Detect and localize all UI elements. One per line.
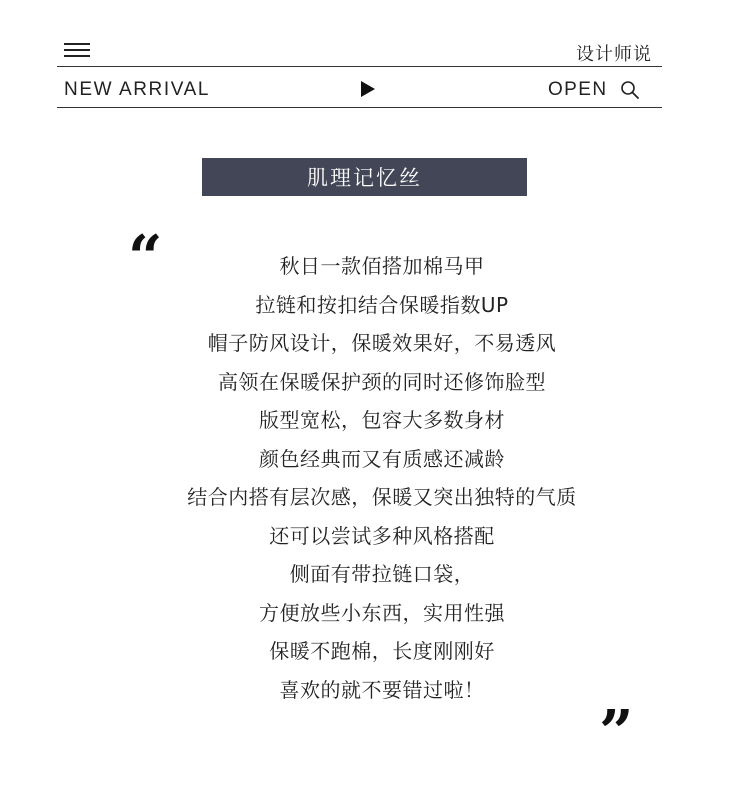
banner-title: 肌理记忆丝 xyxy=(307,166,422,190)
description-line: 侧面有带拉链口袋， xyxy=(289,562,475,586)
new-arrival-link[interactable]: NEW ARRIVAL xyxy=(64,79,211,100)
description-text xyxy=(0,247,736,709)
close-quote-mark: ” xyxy=(599,698,634,768)
page-title: 设计师说 xyxy=(576,44,652,65)
header-divider-top xyxy=(57,66,662,67)
description-line: 喜欢的就不要错过啦！ xyxy=(279,677,485,702)
play-icon[interactable] xyxy=(361,81,375,97)
description-line: 保暖不跑棉，长度刚刚好 xyxy=(269,639,495,663)
description-line: 结合内搭有层次感，保暖又突出独特的气质 xyxy=(187,485,577,509)
description-line: 高领在保暖保护颈的同时还修饰脸型 xyxy=(218,369,546,394)
description-line: 帽子防风设计，保暖效果好，不易透风 xyxy=(207,331,557,355)
open-link[interactable]: OPEN xyxy=(548,79,608,100)
section-banner xyxy=(202,158,527,196)
description-line: 方便放些小东西，实用性强 xyxy=(259,600,505,625)
hamburger-menu-icon[interactable] xyxy=(64,43,90,57)
description-line: 拉链和按扣结合保暖指数UP xyxy=(255,292,509,317)
description-line: 颜色经典而又有质感还减龄 xyxy=(259,446,505,471)
description-line: 版型宽松，包容大多数身材 xyxy=(259,408,505,432)
description-line: 还可以尝试多种风格搭配 xyxy=(269,523,495,548)
open-quote-mark: “ xyxy=(128,223,163,293)
header-divider-bottom xyxy=(57,107,662,108)
description-line: 秋日一款佰搭加棉马甲 xyxy=(279,254,485,278)
search-icon[interactable] xyxy=(620,80,640,100)
